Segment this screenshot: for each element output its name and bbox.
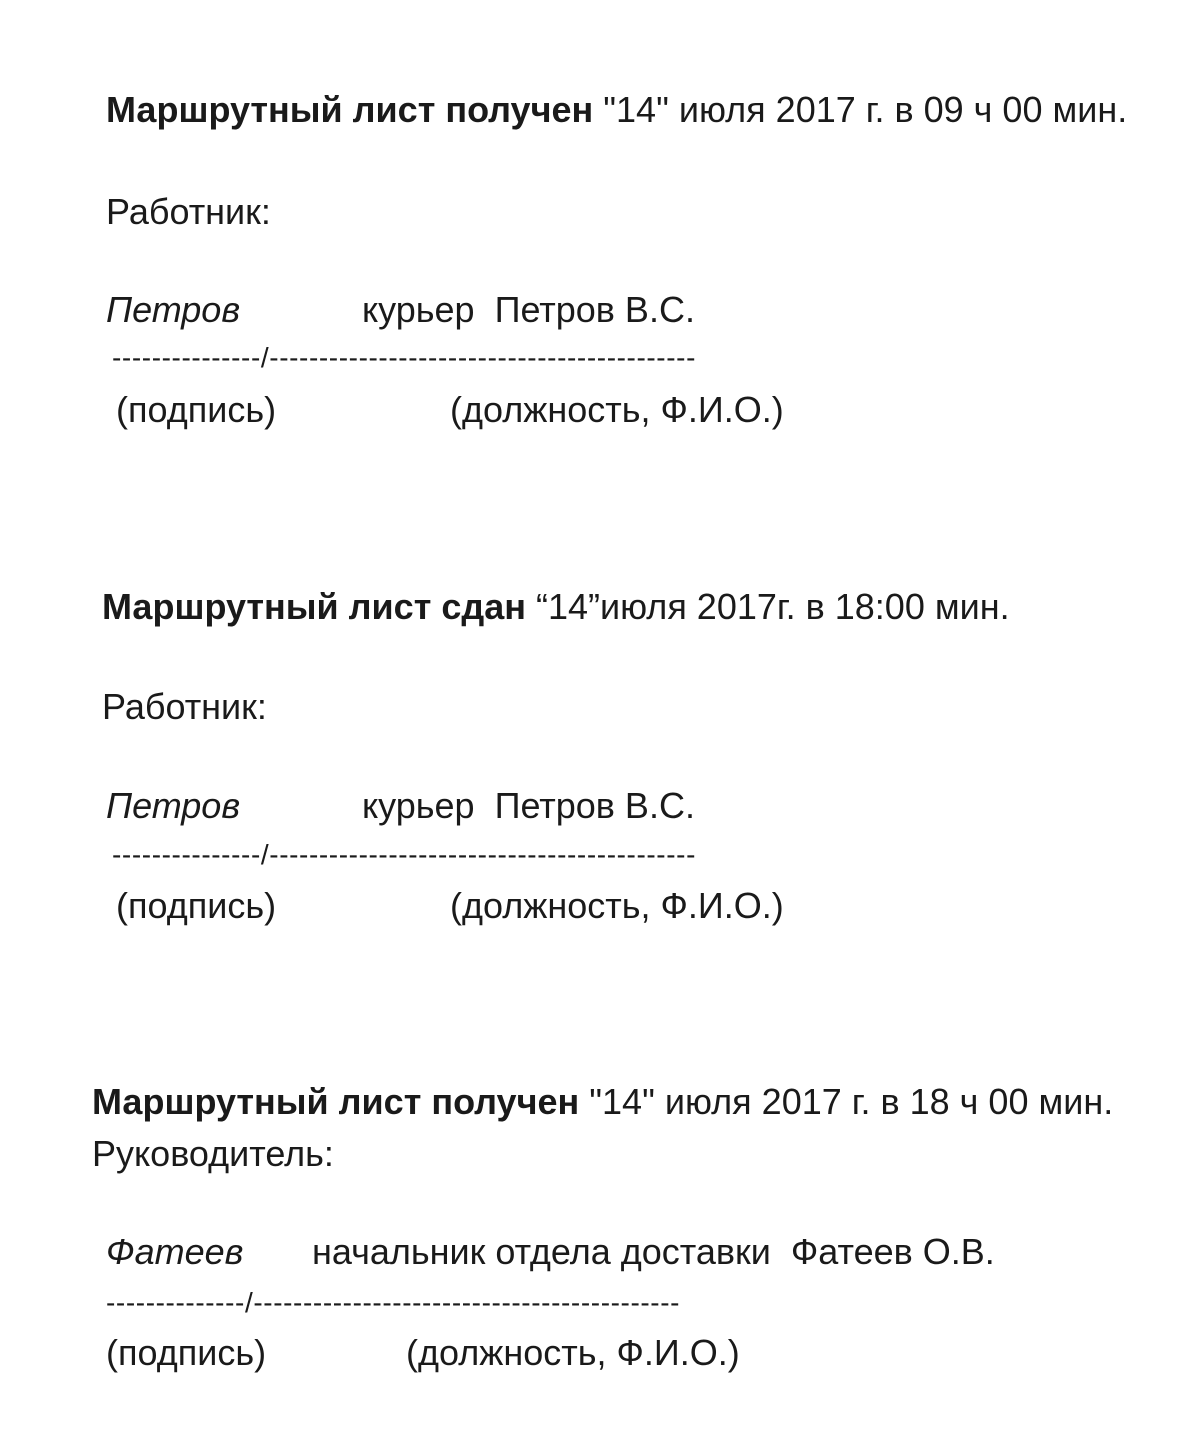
role-label: Руководитель:: [92, 1133, 334, 1174]
position-name: курьер Петров В.С.: [362, 785, 695, 826]
heading-bold: Маршрутный лист сдан: [102, 586, 526, 627]
caption-signature: (подпись): [106, 1332, 267, 1373]
role-label: Работник:: [106, 191, 271, 232]
heading-date: "14" июля 2017 г. в 09 ч 00 мин.: [593, 89, 1128, 130]
role-label: Работник:: [102, 686, 267, 727]
heading-submitted-worker: [102, 587, 1010, 627]
heading-bold: Маршрутный лист получен: [92, 1081, 580, 1122]
signature-line-left: ---------------: [112, 342, 261, 373]
caption-signature: (подпись): [116, 389, 277, 430]
signature-line-left: --------------: [106, 1287, 245, 1318]
signature-line-right: -------------------------------------------: [269, 839, 697, 870]
heading-received-worker: [106, 90, 1127, 130]
signature: Фатеев: [106, 1231, 244, 1272]
signature-line-left: ---------------: [112, 839, 261, 870]
caption-position: (должность, Ф.И.О.): [450, 885, 784, 926]
signature-line-separator: /: [260, 839, 270, 870]
signature-line-separator: /: [244, 1287, 254, 1318]
signature: Петров: [106, 289, 241, 330]
position-name: начальник отдела доставки Фатеев О.В.: [312, 1231, 995, 1272]
heading-date: "14" июля 2017 г. в 18 ч 00 мин.: [579, 1081, 1114, 1122]
signature-line-right: -------------------------------------------: [269, 342, 697, 373]
signature-line: [112, 840, 696, 870]
position-name: курьер Петров В.С.: [362, 289, 695, 330]
signature: Петров: [106, 785, 241, 826]
caption-position: (должность, Ф.И.О.): [406, 1332, 740, 1373]
signature-line-separator: /: [260, 342, 270, 373]
caption-signature: (подпись): [116, 885, 277, 926]
heading-received-manager: [92, 1082, 1113, 1122]
heading-date: “14”июля 2017г. в 18:00 мин.: [525, 586, 1010, 627]
signature-line: [112, 343, 696, 373]
signature-line-right: -------------------------------------------: [253, 1287, 681, 1318]
signature-line: [106, 1288, 680, 1318]
caption-position: (должность, Ф.И.О.): [450, 389, 784, 430]
heading-bold: Маршрутный лист получен: [106, 89, 594, 130]
